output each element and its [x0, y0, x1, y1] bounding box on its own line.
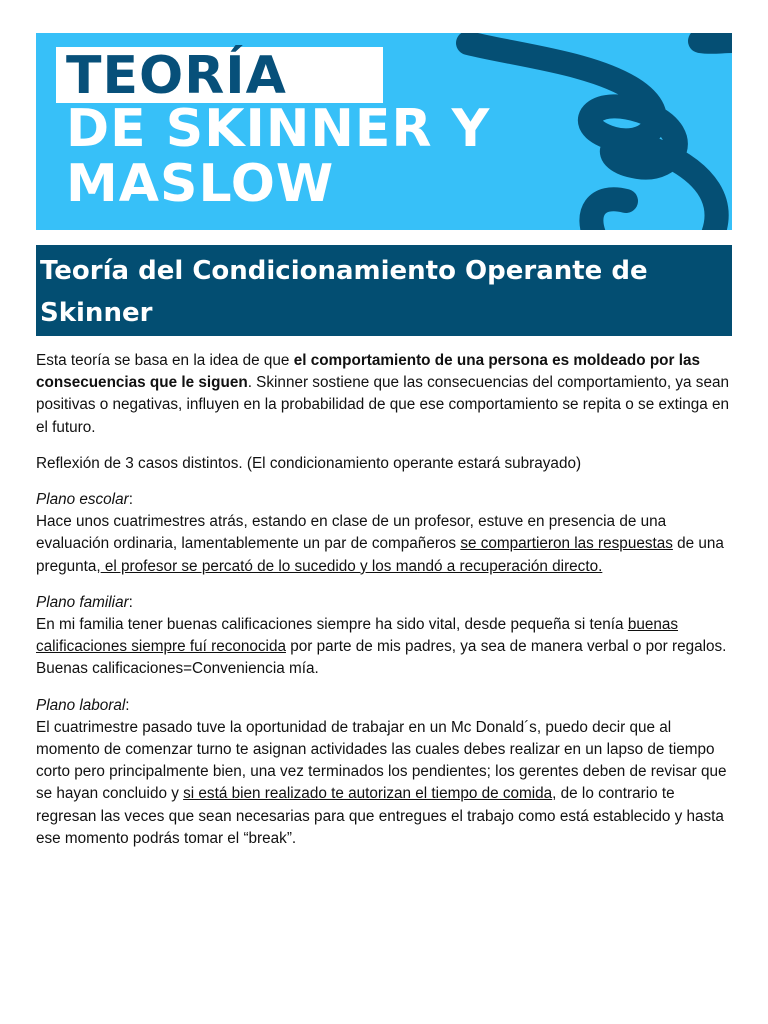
familiar-underline-1: buenas calificaciones siempre fuí reconocida: [36, 616, 679, 656]
laboral-colon: :: [125, 696, 130, 714]
escolar-label: Plano escolar: [36, 491, 129, 509]
familiar-paragraph: [36, 592, 736, 681]
intro-text-2: . Skinner sostiene que las consecuencias del comportamiento, ya sean positivas o negativas, influyen en la probabilidad de que ese comportamiento se repita o se extinga en el futuro.: [36, 374, 730, 436]
familiar-text-1: En mi familia tener buenas calificaciones siempre ha sido vital, desde pequeña si tenía: [36, 616, 628, 634]
document-body: [36, 350, 736, 864]
escolar-text-2: de una pregunta,: [36, 535, 724, 575]
laboral-text-2: , de lo contrario te regresan las veces que sean necesarias para que entregues el trabajo como está establecido y hasta ese momento podrás tomar el “break”.: [36, 785, 724, 847]
title-line-1: TEORÍA: [66, 46, 287, 106]
familiar-label: Plano familiar: [36, 593, 129, 611]
laboral-text-1: El cuatrimestre pasado tuve la oportunidad de trabajar en un Mc Donald´s, puedo decir que al momento de comenzar turno te asignan actividades las cuales debes realizar en un lapso de tiempo corto pero principalmente bien, una vez terminados los pendientes; los gerentes deben de revisar que se hayan concluido y: [36, 718, 727, 803]
title-line-2: DE SKINNER Y: [66, 99, 491, 159]
familiar-text-2: por parte de mis padres, ya sea de manera verbal o por regalos.: [285, 638, 727, 656]
title-banner: [36, 33, 732, 230]
reflection-paragraph: Reflexión de 3 casos distintos. (El condicionamiento operante estará subrayado): [36, 454, 582, 472]
escolar-underline-2: el profesor se percató de lo sucedido y los mandó a recuperación directo.: [100, 557, 603, 575]
escolar-text-1: Hace unos cuatrimestres atrás, estando en clase de un profesor, estuve en presencia de una evaluación ordinaria, lamentablemente un par de compañeros: [36, 513, 667, 553]
intro-bold-text: el comportamiento de una persona es moldeado por las consecuencias que le siguen: [36, 352, 700, 392]
escolar-underline-1: se compartieron las respuestas: [460, 535, 673, 553]
section-heading: Teoría del Condicionamiento Operante de Skinner: [40, 256, 648, 328]
familiar-text-3: Buenas calificaciones=Conveniencia mía.: [36, 660, 319, 678]
laboral-underline-1: si está bien realizado te autorizan el tiempo de comida: [183, 785, 553, 803]
escolar-paragraph: [36, 489, 736, 578]
title-line-3: MASLOW: [66, 154, 335, 214]
intro-paragraph: [36, 350, 736, 439]
familiar-colon: :: [128, 593, 133, 611]
laboral-paragraph: [36, 695, 736, 850]
section-heading-bar: [36, 245, 732, 336]
intro-text-1: Esta teoría se basa en la idea de que: [36, 352, 294, 369]
escolar-colon: :: [128, 491, 133, 509]
laboral-label: Plano laboral: [36, 696, 126, 714]
